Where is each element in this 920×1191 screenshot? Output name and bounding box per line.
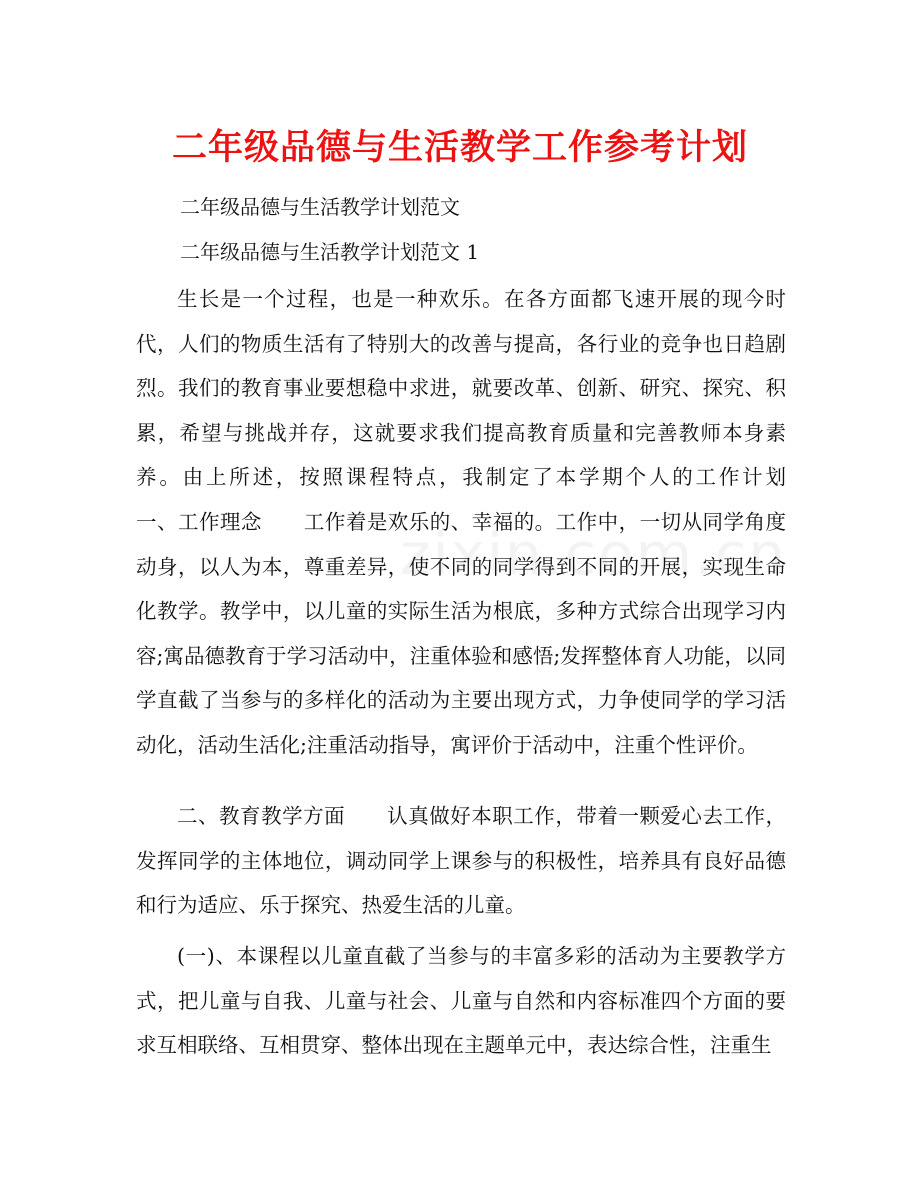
paragraph-intro: 生长是一个过程，也是一种欢乐。在各方面都飞速开展的现今时代，人们的物质生活有了特别大的改善与提高，各行业的竞争也日趋剧烈。我们的教育事业要想稳中求进，就要改革、创新、研究、探究、积累，希望与挑战并存，这就要求我们提高教育质量和完善教师本身素养。由上所述，按照课程特点，我制定了本学期个人的工作计划 一、工作理念 工作着是欢乐的、幸福的。工作中，一切从同学角度动身，以人为本，尊重差异，使不同的同学得到不同的开展，实现生命化教学。教学中，以儿童的实际生活为根底，多种方式综合出现学习内容;寓品德教育于学习活动中，注重体验和感悟;发挥整体育人功能，以同学直截了当参与的多样化的活动为主要出现方式，力争使同学的学习活动化，活动生活化;注重活动指导，寓评价于活动中，注重个性评价。 [136,287,827,757]
paragraph-curriculum: (一)、本课程以儿童直截了当参与的丰富多彩的活动为主要教学方式，把儿童与自我、儿童与社会、儿童与自然和内容标准四个方面的要求互相联络、互相贯穿、整体出现在主题单元中，表达综合性，注重生 [136,944,786,1058]
subtitle-plan-sample: 二年级品德与生活教学计划范文 [180,195,460,219]
paragraph-teaching: 二、教育教学方面 认真做好本职工作，带着一颗爱心去工作，发挥同学的主体地位，调动同学上课参与的积极性，培养具有良好品德和行为适应、乐于探究、热爱生活的儿童。 [136,804,786,918]
subtitle-plan-sample-1: 二年级品德与生活教学计划范文 1 [180,240,480,264]
watermark-text [400,520,787,588]
document-title: 二年级品德与生活教学工作参考计划 [171,128,748,168]
